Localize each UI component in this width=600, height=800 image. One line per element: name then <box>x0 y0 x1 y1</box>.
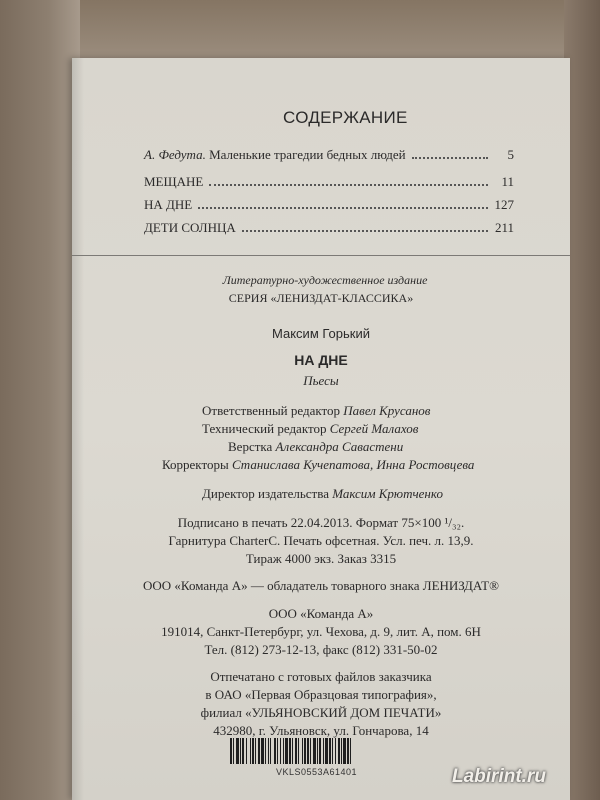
director-name: Максим Крютченко <box>332 486 443 501</box>
toc-leader-dots <box>198 206 488 209</box>
barcode-bar <box>292 738 293 764</box>
credit-line <box>202 421 418 437</box>
toc-item-title: МЕЩАНЕ <box>144 174 204 189</box>
barcode-bar <box>255 738 256 764</box>
watermark-logo: Labirint.ru <box>452 766 546 787</box>
barcode-bar <box>319 738 321 764</box>
toc-item <box>144 197 514 217</box>
director-role: Директор издательства <box>202 486 329 501</box>
barcode-bar <box>236 738 239 764</box>
barcode-bar <box>307 738 309 764</box>
edition-type: Литературно-художественное издание <box>222 273 428 287</box>
toc-item-page: 211 <box>494 220 514 235</box>
printer-line: филиал «УЛЬЯНОВСКИЙ ДОМ ПЕЧАТИ» <box>200 705 442 720</box>
credit-role: Технический редактор <box>202 421 327 436</box>
toc-item-page: 11 <box>501 174 514 189</box>
credit-name: Павел Крусанов <box>343 403 431 418</box>
barcode-bar <box>261 738 264 764</box>
director-line <box>202 486 443 502</box>
credit-line <box>162 457 474 473</box>
toc-leader-dots <box>209 183 488 186</box>
toc-leader-dots <box>242 229 488 232</box>
printer-line: в ОАО «Первая Образцовая типография», <box>205 687 437 702</box>
publisher-line: Тел. (812) 273-12-13, факс (812) 331-50-02 <box>204 642 438 657</box>
barcode-bar <box>338 738 340 764</box>
barcode-bar <box>270 738 271 764</box>
barcode-bar <box>242 738 244 764</box>
barcode-bar <box>289 738 291 764</box>
credit-name: Станислава Кучепатова, Инна Ростовцева <box>231 457 475 472</box>
barcode-bar <box>335 738 336 764</box>
barcode-bar <box>298 738 299 764</box>
barcode-bar <box>240 738 241 764</box>
book-genre: Пьесы <box>303 373 339 388</box>
publisher-line: ООО «Команда А» <box>268 606 374 621</box>
background-left <box>0 0 80 800</box>
barcode-bar <box>302 738 303 764</box>
credit-role: Ответственный редактор <box>202 403 341 418</box>
toc-item <box>144 220 514 240</box>
barcode-bar <box>343 738 346 764</box>
barcode-number: VKLS0553A61401 <box>276 767 358 777</box>
barcode-bar <box>246 738 247 764</box>
barcode-bar <box>332 738 333 764</box>
book-author: Максим Горький <box>272 326 370 341</box>
credit-name: Александра Савастени <box>275 439 404 454</box>
toc-item-author: А. Федута. <box>144 147 206 162</box>
barcode-bar <box>233 738 234 764</box>
credit-role: Верстка <box>228 439 273 454</box>
credit-line <box>202 403 430 419</box>
divider <box>72 255 570 256</box>
credit-line <box>228 439 403 455</box>
barcode-bar <box>350 738 351 764</box>
barcode-bar <box>268 738 269 764</box>
barcode-bar <box>252 738 254 764</box>
book-title: НА ДНЕ <box>294 352 348 368</box>
publisher-line: 191014, Санкт-Петербург, ул. Чехова, д. 9, лит. А, пом. 6Н <box>161 624 481 639</box>
credit-role: Корректоры <box>162 457 229 472</box>
toc-leader-dots <box>412 156 488 159</box>
barcode <box>230 738 465 764</box>
printer-line: Отпечатано с готовых файлов заказчика <box>210 669 432 684</box>
print-info-line: Тираж 4000 экз. Заказ 3315 <box>245 551 397 566</box>
toc-item-title: ДЕТИ СОЛНЦА <box>144 220 236 235</box>
barcode-bar <box>313 738 316 764</box>
barcode-bar <box>347 738 349 764</box>
barcode-bar <box>258 738 260 764</box>
barcode-bar <box>295 738 297 764</box>
barcode-bar <box>250 738 251 764</box>
series-label: СЕРИЯ «ЛЕНИЗДАТ-КЛАССИКА» <box>228 291 414 305</box>
barcode-bar <box>304 738 306 764</box>
toc-item <box>144 147 514 167</box>
barcode-bar <box>341 738 342 764</box>
toc-item-page: 127 <box>494 197 514 212</box>
barcode-bar <box>323 738 324 764</box>
barcode-bar <box>329 738 331 764</box>
toc-heading: СОДЕРЖАНИЕ <box>283 108 408 127</box>
print-info-line: Подписано в печать 22.04.2013. Формат 75×100 ¹/₃₂. <box>177 515 465 530</box>
barcode-bar <box>317 738 318 764</box>
barcode-bar <box>283 738 284 764</box>
barcode-bar <box>280 738 281 764</box>
barcode-bar <box>310 738 311 764</box>
print-info-line: Гарнитура CharterC. Печать офсетная. Усл. печ. л. 13,9. <box>168 533 474 548</box>
barcode-bar <box>230 738 232 764</box>
trademark-line: ООО «Команда А» — обладатель товарного знака ЛЕНИЗДАТ® <box>143 578 499 593</box>
toc-item-title: Маленькие трагедии бедных людей <box>209 147 406 162</box>
barcode-bar <box>274 738 276 764</box>
barcode-bar <box>265 738 266 764</box>
barcode-bar <box>285 738 288 764</box>
printer-line: 432980, г. Ульяновск, ул. Гончарова, 14 <box>213 723 429 738</box>
background-top <box>0 0 600 62</box>
toc-item-page: 5 <box>507 147 514 162</box>
barcode-bar <box>325 738 328 764</box>
credit-name: Сергей Малахов <box>329 421 419 436</box>
toc-item-title: НА ДНЕ <box>144 197 193 212</box>
barcode-bar <box>277 738 278 764</box>
toc-item <box>144 174 514 194</box>
